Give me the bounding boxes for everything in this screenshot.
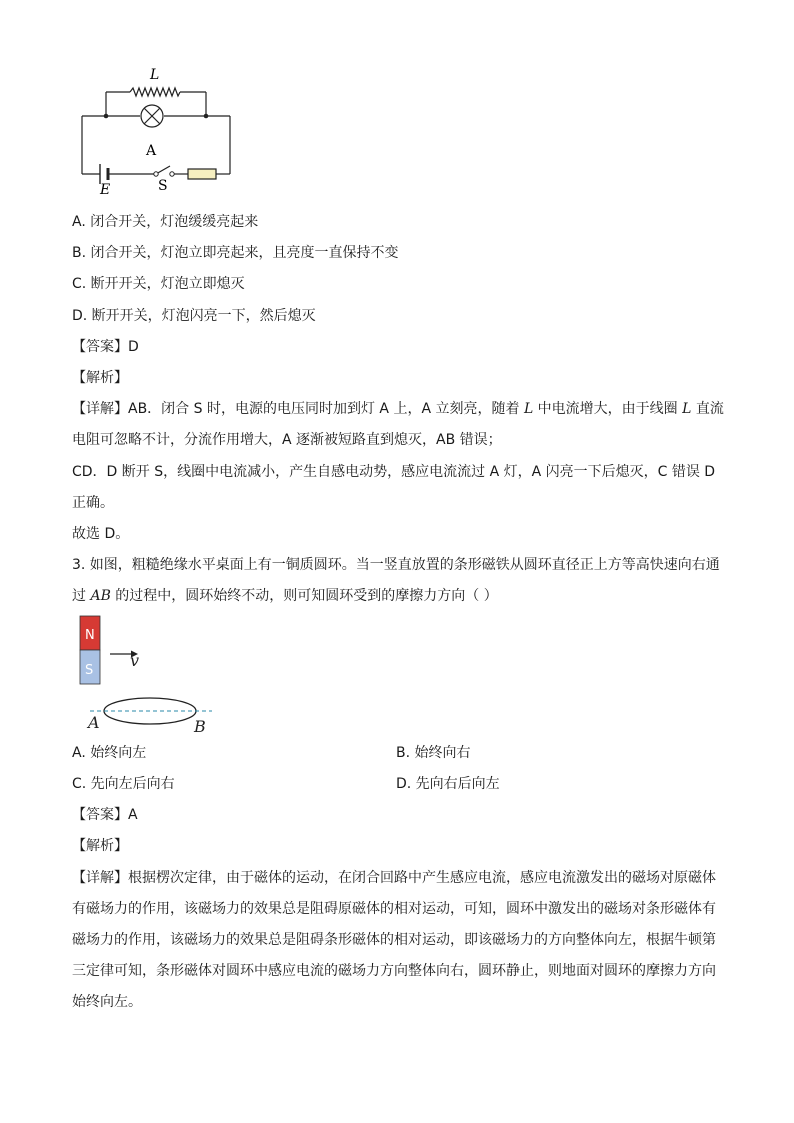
q3-option-c: C. 先向左后向右 <box>72 776 175 792</box>
inductor-symbol: L <box>523 401 534 417</box>
inductor-label: L <box>150 67 160 83</box>
q3-stem-line-1: 3. 如图，粗糙绝缘水平桌面上有一铜质圆环。当一竖直放置的条形磁铁从圆环直径正上方等高快速向右通 <box>72 557 720 573</box>
velocity-label: v <box>130 651 140 670</box>
lamp-label: A <box>146 143 157 159</box>
q2-analysis-tag: 【解析】 <box>72 370 128 386</box>
battery-label: E <box>100 182 111 196</box>
q2-option-d: D. 断开开关，灯泡闪亮一下，然后熄灭 <box>72 308 316 324</box>
detail-text: AB．闭合 S 时，电源的电压同时加到灯 A 上，A 立刻亮，随着 <box>128 401 524 417</box>
q3-answer <box>72 805 138 825</box>
detail-tag: 【详解】 <box>72 401 128 417</box>
q3-detail-line-1 <box>72 868 716 888</box>
answer-tag: 【答案】 <box>72 807 128 823</box>
stem-text: 的过程中，圆环始终不动，则可知圆环受到的摩擦力方向（ ） <box>110 588 498 604</box>
q3-analysis-tag: 【解析】 <box>72 838 128 854</box>
q3-option-a: A. 始终向左 <box>72 745 147 761</box>
q2-detail-line-2: 电阻可忽略不计，分流作用增大，A 逐渐被短路直到熄灭，AB 错误； <box>72 432 502 448</box>
q3-detail-line-5: 始终向左。 <box>72 994 142 1010</box>
answer-tag: 【答案】 <box>72 339 128 355</box>
q2-answer <box>72 337 139 357</box>
q2-option-b: B. 闭合开关，灯泡立即亮起来，且亮度一直保持不变 <box>72 245 399 261</box>
point-b-label: B <box>194 717 206 736</box>
inductor-coil <box>130 88 180 96</box>
answer-value: D <box>128 339 139 355</box>
q3-detail-line-3: 磁场力的作用，该磁场力的效果总是阻碍条形磁体的相对运动，即该磁场力的方向整体向左，根据牛顿第 <box>72 932 716 948</box>
switch-symbol <box>154 172 158 176</box>
detail-text: 根据楞次定律，由于磁体的运动，在闭合回路中产生感应电流，感应电流激发出的磁场对原磁体 <box>128 870 716 886</box>
magnet-south-label: S <box>85 663 94 678</box>
stem-text: 过 <box>72 588 91 604</box>
q2-option-a: A. 闭合开关，灯泡缓缓亮起来 <box>72 214 259 230</box>
switch-label: S <box>158 178 168 194</box>
detail-tag: 【详解】 <box>72 870 128 886</box>
inductor-symbol: L <box>682 401 692 417</box>
q2-detail-line-4: 正确。 <box>72 495 114 511</box>
q2-conclusion: 故选 D。 <box>72 526 130 542</box>
answer-value: A <box>128 807 138 823</box>
q3-option-b: B. 始终向右 <box>396 745 471 761</box>
magnet-north-label: N <box>85 628 95 643</box>
point-a-label: A <box>88 713 100 732</box>
q3-option-d: D. 先向右后向左 <box>396 776 500 792</box>
circuit-diagram <box>72 64 242 196</box>
detail-text: 中电流增大，由于线圈 <box>533 401 683 417</box>
detail-text: 直流 <box>691 401 724 417</box>
q3-detail-line-4: 三定律可知，条形磁体对圆环中感应电流的磁场力方向整体向右，圆环静止，则地面对圆环的摩擦力方向 <box>72 963 716 979</box>
q3-stem-line-2 <box>72 586 498 606</box>
q2-detail-line-3: CD．D 断开 S，线圈中电流减小，产生自感电动势，感应电流流过 A 灯，A 闪亮一下后熄灭，C 错误 D <box>72 464 716 480</box>
q3-detail-line-2: 有磁场力的作用，该磁场力的效果总是阻碍原磁体的相对运动，可知，圆环中激发出的磁场对条形磁体有 <box>72 901 716 917</box>
q2-option-c: C. 断开开关，灯泡立即熄灭 <box>72 276 245 292</box>
resistor-symbol <box>188 169 216 179</box>
diameter-label: AB <box>90 588 111 604</box>
q2-detail-line-1 <box>72 399 724 419</box>
magnet-ring-diagram <box>78 614 228 738</box>
